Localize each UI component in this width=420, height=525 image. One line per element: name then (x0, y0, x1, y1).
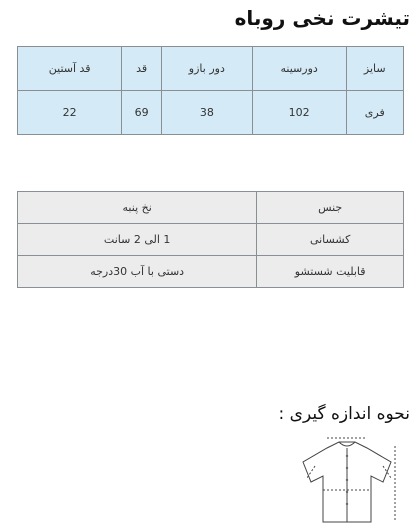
size-cell: 22 (18, 91, 122, 135)
size-header-cell: دور بازو (161, 47, 252, 91)
size-header-cell: قد (122, 47, 162, 91)
size-header-cell: سایز (346, 47, 403, 91)
size-header-cell: دورسینه (252, 47, 346, 91)
size-header-cell: قد آستین (18, 47, 122, 91)
fabric-table (17, 191, 404, 288)
fabric-label: کشسانی (257, 224, 404, 256)
fabric-value: دستی با آب 30درجه (18, 256, 257, 288)
size-cell: 38 (161, 91, 252, 135)
size-cell: 69 (122, 91, 162, 135)
size-cell: 102 (252, 91, 346, 135)
size-cell: فری (346, 91, 403, 135)
size-table (17, 46, 404, 135)
fabric-row (18, 192, 404, 224)
fabric-label: جنس (257, 192, 404, 224)
fabric-value: نخ پنبه (18, 192, 257, 224)
fabric-row (18, 256, 404, 288)
fabric-value: 1 الی 2 سانت (18, 224, 257, 256)
shirt-measure-icon (287, 436, 407, 525)
size-table-row (18, 91, 404, 135)
product-title: تیشرت نخی روباه (234, 6, 410, 30)
fabric-label: قابلیت شستشو (257, 256, 404, 288)
size-table-header-row (18, 47, 404, 91)
measurement-heading: نحوه اندازه گیری : (278, 404, 410, 424)
fabric-row (18, 224, 404, 256)
